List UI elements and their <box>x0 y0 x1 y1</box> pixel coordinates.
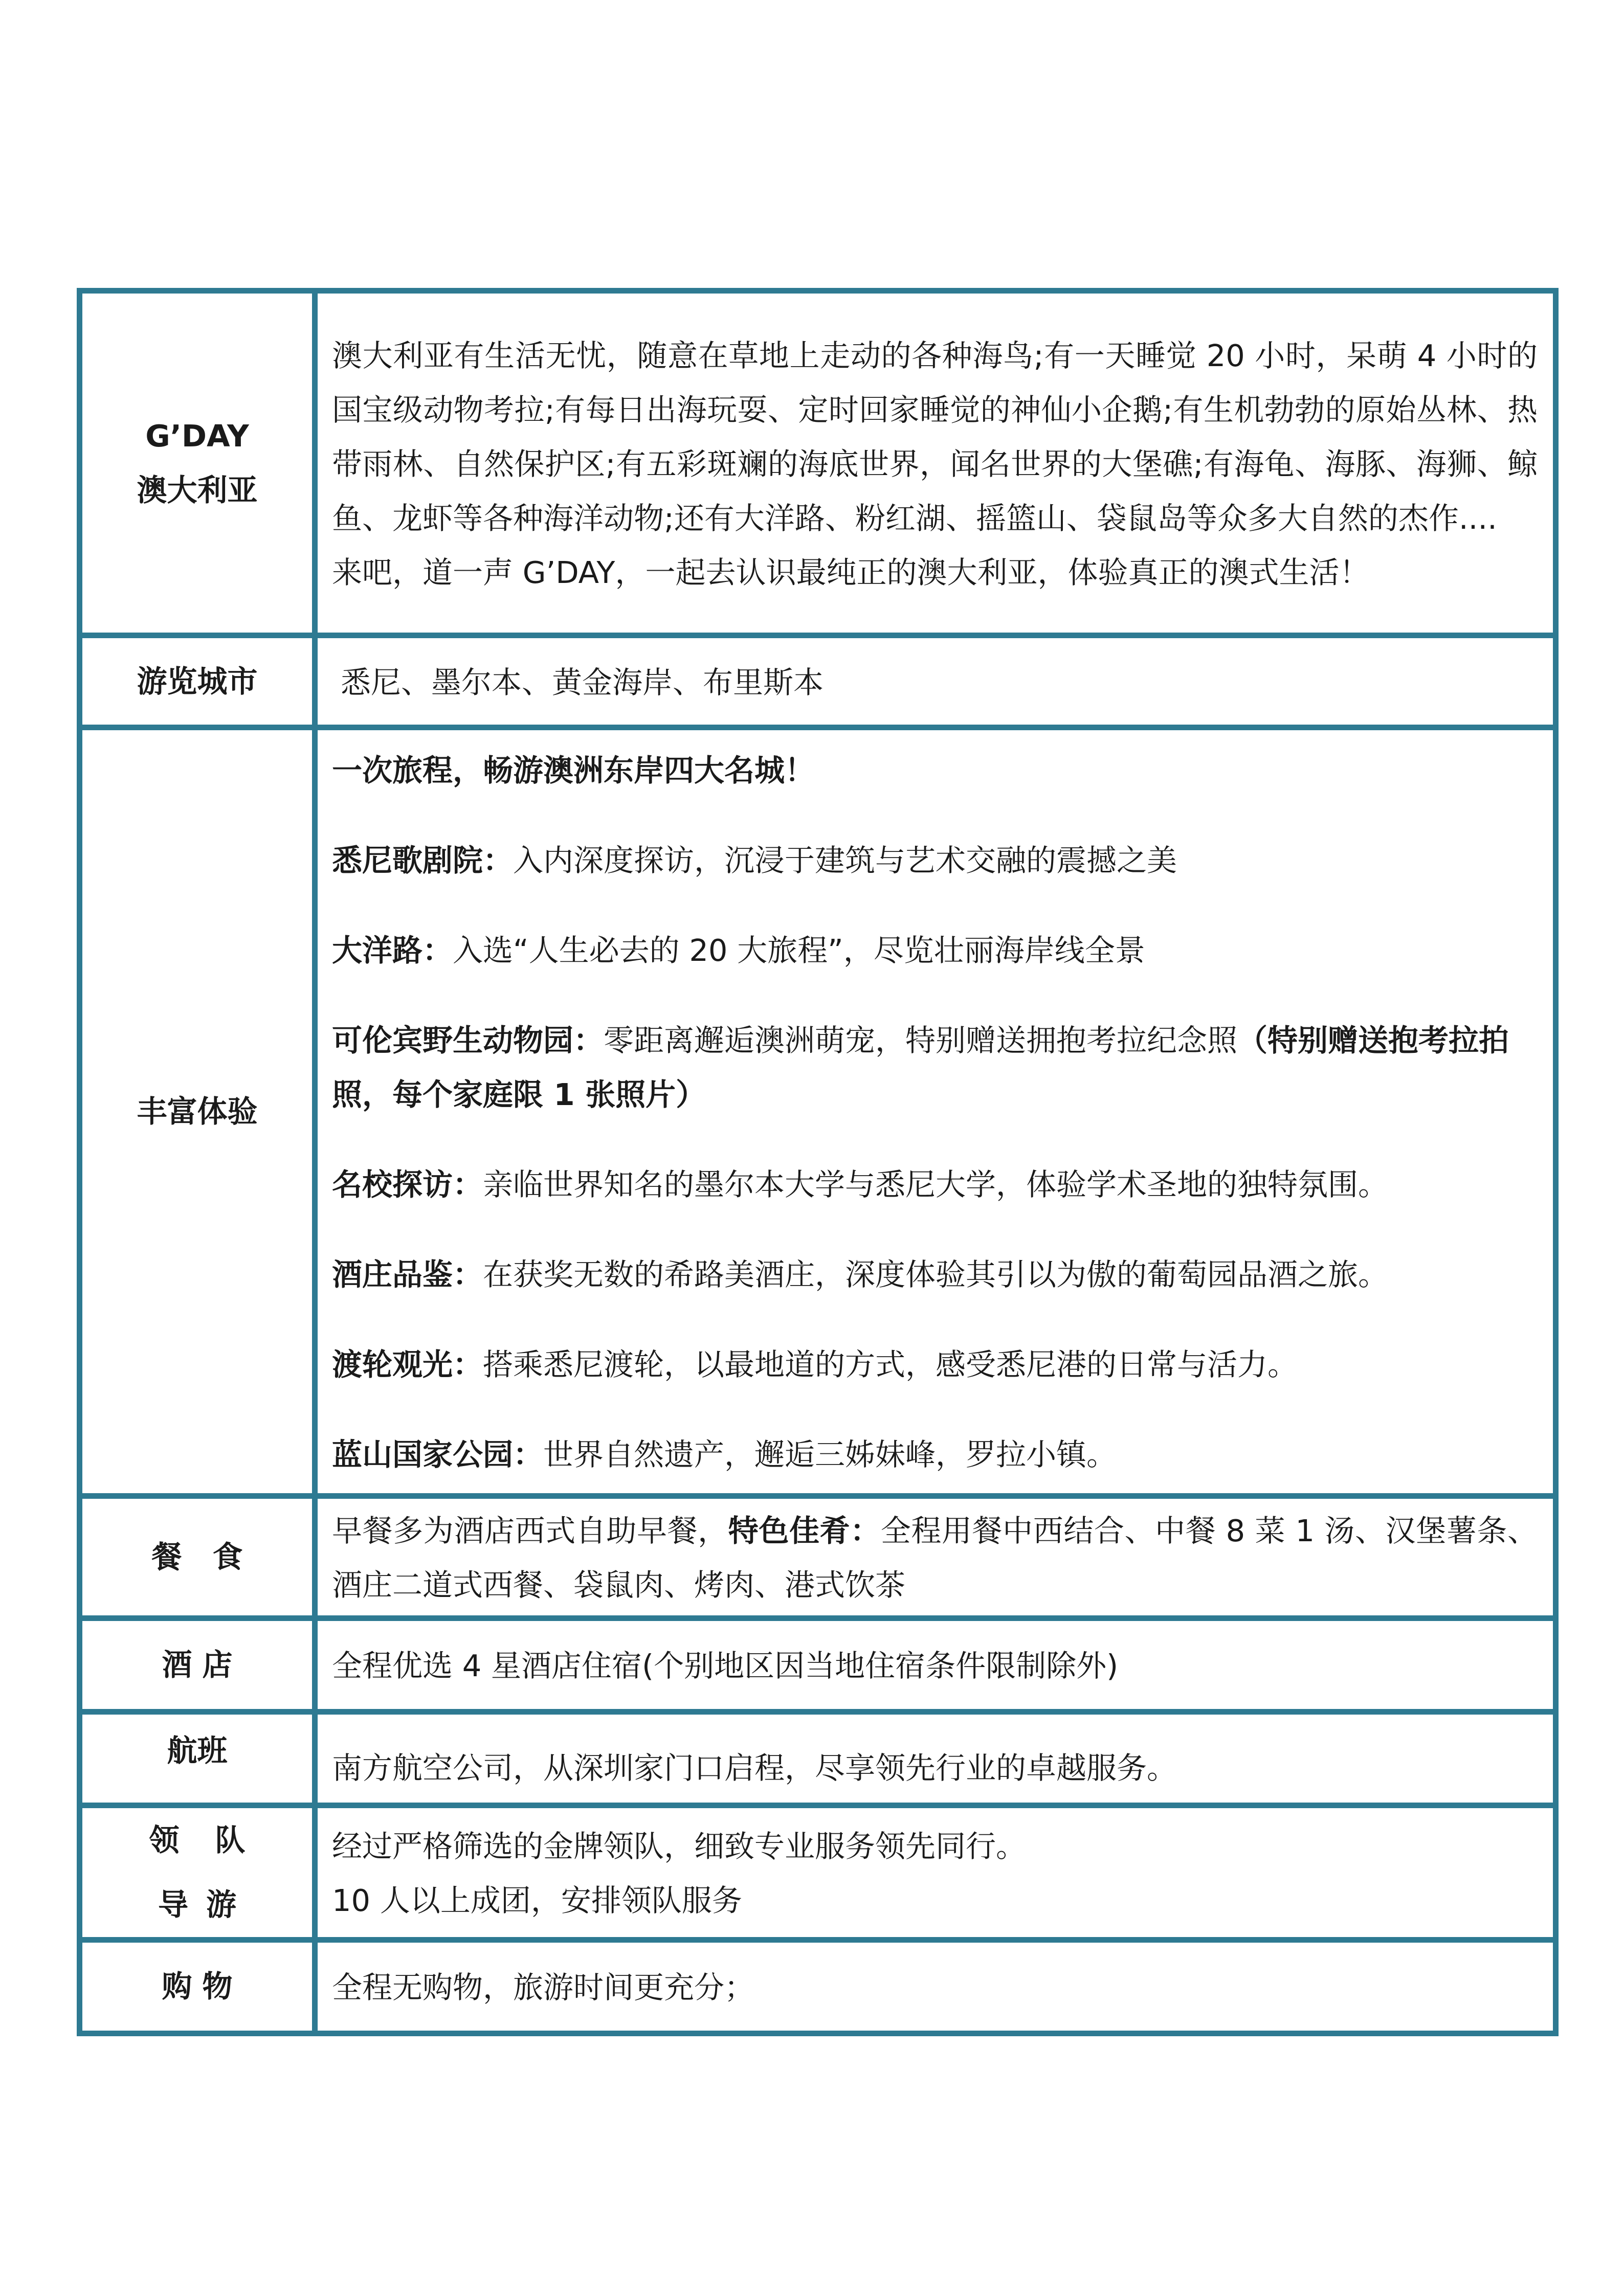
row-guide <box>80 1806 1556 1940</box>
label-cities: 游览城市 <box>80 636 315 728</box>
experience-intro: 一次旅程，畅游澳洲东岸四大名城！ <box>332 753 815 788</box>
label-shopping-text: 购物 <box>162 1969 243 2004</box>
label-gday-line2: 澳大利亚 <box>137 472 258 508</box>
highlight-title: 名校探访： <box>332 1167 483 1202</box>
label-shopping <box>80 1940 315 2034</box>
itinerary-table <box>77 288 1559 2036</box>
row-gday <box>80 291 1556 636</box>
hotel-value: 全程优选 4 星酒店住宿(个别地区因当地住宿条件限制除外) <box>315 1618 1556 1712</box>
highlight-text: 入选“人生必去的 20 大旅程”，尽览壮丽海岸线全景 <box>453 933 1145 968</box>
highlight-text: 入内深度探访，沉浸于建筑与艺术交融的震撼之美 <box>513 843 1177 878</box>
label-guide <box>80 1806 315 1940</box>
flight-value: 南方航空公司，从深圳家门口启程，尽享领先行业的卓越服务。 <box>315 1712 1556 1806</box>
highlight-text: 亲临世界知名的墨尔本大学与悉尼大学，体验学术圣地的独特氛围。 <box>483 1167 1389 1202</box>
label-meals-text: 餐食 <box>151 1539 274 1574</box>
highlight-text: 在获奖无数的希路美酒庄，深度体验其引以为傲的葡萄园品酒之旅。 <box>483 1257 1389 1292</box>
gday-invite: 来吧，道一声 G’DAY，一起去认识最纯正的澳大利亚，体验真正的澳式生活！ <box>332 554 1370 590</box>
content-meals <box>315 1496 1556 1618</box>
highlight-item <box>332 1158 1538 1212</box>
guide-line2: 10 人以上成团，安排领队服务 <box>332 1883 742 1918</box>
highlight-item <box>332 1248 1538 1302</box>
label-experience: 丰富体验 <box>80 728 315 1496</box>
highlight-title: 渡轮观光： <box>332 1347 483 1382</box>
highlight-item <box>332 1338 1538 1392</box>
content-guide <box>315 1806 1556 1940</box>
row-cities <box>80 636 1556 728</box>
content-experience <box>315 728 1556 1496</box>
highlight-title: 酒庄品鉴： <box>332 1257 483 1292</box>
row-shopping <box>80 1940 1556 2034</box>
guide-line1: 经过严格筛选的金牌领队，细致专业服务领先同行。 <box>332 1829 1027 1864</box>
row-meals <box>80 1496 1556 1618</box>
label-hotel-text: 酒店 <box>162 1647 243 1682</box>
highlight-text: 搭乘悉尼渡轮，以最地道的方式，感受悉尼港的日常与活力。 <box>483 1347 1298 1382</box>
highlight-text: 世界自然遗产，邂逅三姊妹峰，罗拉小镇。 <box>543 1437 1117 1472</box>
label-hotel <box>80 1618 315 1712</box>
highlight-note: （特别赠送抱考拉拍照，每个家庭限 1 张照片） <box>332 1023 1509 1112</box>
row-experience <box>80 728 1556 1496</box>
label-flight: 航班 <box>80 1712 315 1806</box>
label-gday <box>80 291 315 636</box>
label-meals <box>80 1496 315 1618</box>
label-guide-line2: 导游 <box>158 1887 254 1922</box>
highlight-item <box>332 1014 1538 1122</box>
highlight-item <box>332 924 1538 978</box>
highlight-title: 蓝山国家公园： <box>332 1437 544 1472</box>
label-gday-line1: G’DAY <box>145 418 249 454</box>
row-flight <box>80 1712 1556 1806</box>
cities-value: 悉尼、墨尔本、黄金海岸、布里斯本 <box>315 636 1556 728</box>
row-hotel <box>80 1618 1556 1712</box>
meals-feature-label: 特色佳肴： <box>728 1513 881 1548</box>
meals-detail: 全程用餐中西结合、中餐 8 菜 1 汤、汉堡薯条、酒庄二道式西餐、袋鼠肉、烤肉、港式饮茶 <box>332 1513 1538 1603</box>
highlight-title: 悉尼歌剧院： <box>332 843 514 878</box>
highlight-title: 大洋路： <box>332 933 453 968</box>
highlight-title: 可伦宾野生动物园： <box>332 1023 604 1058</box>
highlight-item <box>332 834 1538 888</box>
gday-intro: 澳大利亚有生活无忧，随意在草地上走动的各种海鸟;有一天睡觉 20 小时，呆萌 4 小时的国宝级动物考拉;有每日出海玩耍、定时回家睡觉的神仙小企鹅;有生机勃勃的原始丛林、热带雨林、自然保护区;有五彩斑斓的海底世界，闻名世界的大堡礁;有海龟、海豚、海狮、鲸鱼、龙虾等各种海洋动物;还有大洋路、粉红湖、摇篮山、袋鼠岛等众多大自然的杰作.... <box>332 337 1538 536</box>
meals-lead: 早餐多为酒店西式自助早餐， <box>332 1513 728 1548</box>
shopping-value: 全程无购物，旅游时间更充分； <box>315 1940 1556 2034</box>
content-gday <box>315 291 1556 636</box>
highlight-item <box>332 1428 1538 1482</box>
label-guide-line1: 领队 <box>149 1822 281 1858</box>
highlight-text: 零距离邂逅澳洲萌宠，特别赠送拥抱考拉纪念照 <box>604 1023 1238 1058</box>
